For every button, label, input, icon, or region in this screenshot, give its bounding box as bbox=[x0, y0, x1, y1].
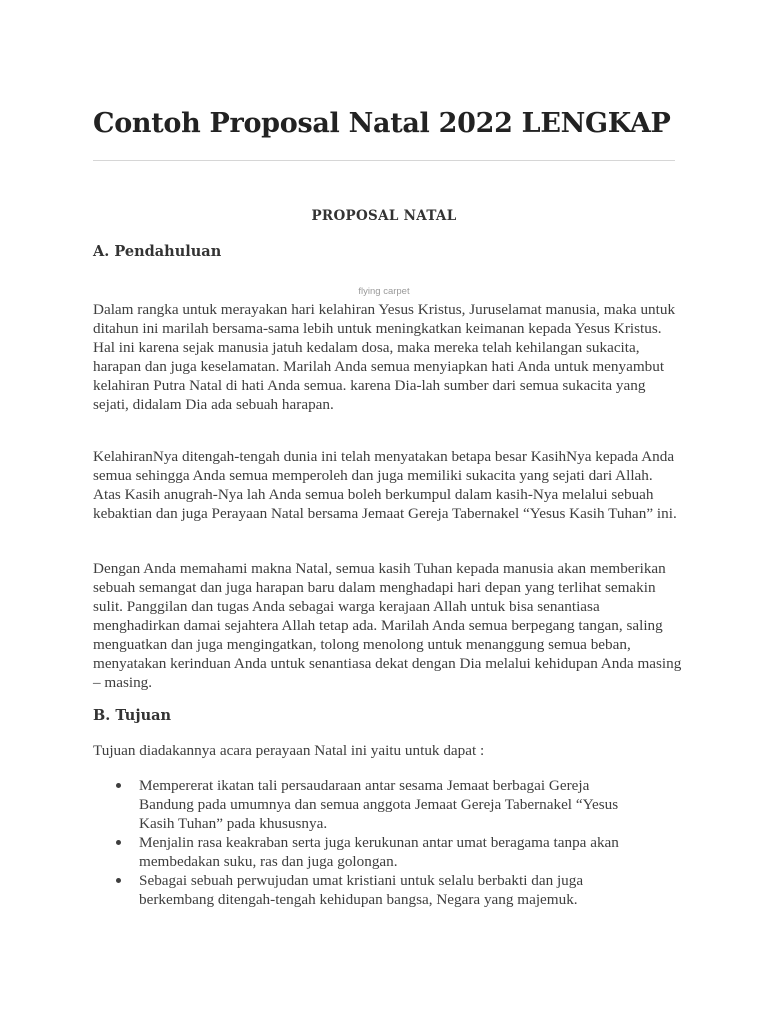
bullet-icon bbox=[116, 878, 121, 883]
section-heading-pendahuluan: A. Pendahuluan bbox=[93, 243, 222, 260]
document-title: Contoh Proposal Natal 2022 LENGKAP bbox=[93, 108, 671, 139]
list-item bbox=[93, 833, 677, 871]
list-item-text: Mempererat ikatan tali persaudaraan antar sesama Jemaat berbagai Gereja Bandung pada umumnya dan semua anggota Jemaat Gereja Tabernakel “Yesus Kasih Tuhan” pada khususnya. bbox=[139, 777, 619, 832]
bullet-icon bbox=[116, 840, 121, 845]
tujuan-list bbox=[93, 776, 677, 909]
image-caption: flying carpet bbox=[358, 286, 410, 297]
tujuan-intro: Tujuan diadakannya acara perayaan Natal ini yaitu untuk dapat : bbox=[93, 742, 485, 759]
list-item bbox=[93, 871, 677, 909]
bullet-icon bbox=[116, 783, 121, 788]
list-item-text: Menjalin rasa keakraban serta juga kerukunan antar umat beragama tanpa akan membedakan suku, ras dan juga golongan. bbox=[139, 834, 619, 870]
paragraph-1: Dalam rangka untuk merayakan hari kelahiran Yesus Kristus, Juruselamat manusia, maka untuk ditahun ini marilah bersama-sama lebih untuk meningkatkan keimanan kepada Yesus Kristus. Hal ini karena sejak manusia jatuh kedalam dosa, maka mereka telah kehilangan sukacita, harapan dan juga keselamatan. Marilah Anda semua menyiapkan hati Anda untuk menyambut kelahiran Putra Natal di hati Anda semua. karena Dia-lah sumber dari semua sukacita yang sejati, didalam Dia ada sebuah harapan. bbox=[93, 301, 676, 413]
list-item bbox=[93, 776, 677, 833]
paragraph-3: Dengan Anda memahami makna Natal, semua kasih Tuhan kepada manusia akan memberikan sebuah semangat dan juga harapan baru dalam menghadapi hari depan yang terlihat semakin sulit. Panggilan dan tugas Anda sebagai warga kerajaan Allah untuk bisa senantiasa menghadirkan damai sejahtera Allah tetap ada. Marilah Anda semua berpegang tangan, saling menguatkan dan juga mengingatkan, tolong menolong untuk menanggung semua beban, menyatakan kerinduan Anda untuk senantiasa dekat dengan Dia melalui kehidupan Anda masing – masing. bbox=[93, 560, 682, 691]
list-item-text: Sebagai sebuah perwujudan umat kristiani untuk selalu berbakti dan juga berkembang ditengah-tengah kehidupan bangsa, Negara yang majemuk. bbox=[139, 872, 584, 908]
title-divider bbox=[93, 160, 675, 161]
section-heading-tujuan: B. Tujuan bbox=[93, 707, 172, 724]
proposal-heading: PROPOSAL NATAL bbox=[311, 208, 457, 224]
paragraph-2: KelahiranNya ditengah-tengah dunia ini telah menyatakan betapa besar KasihNya kepada Anda semua sehingga Anda semua memperoleh dan juga memiliki sukacita yang sejati dari Allah. Atas Kasih anugrah-Nya lah Anda semua boleh berkumpul dalam kasih-Nya melalui sebuah kebaktian dan juga Perayaan Natal bersama Jemaat Gereja Tabernakel “Yesus Kasih Tuhan” ini. bbox=[93, 448, 677, 522]
